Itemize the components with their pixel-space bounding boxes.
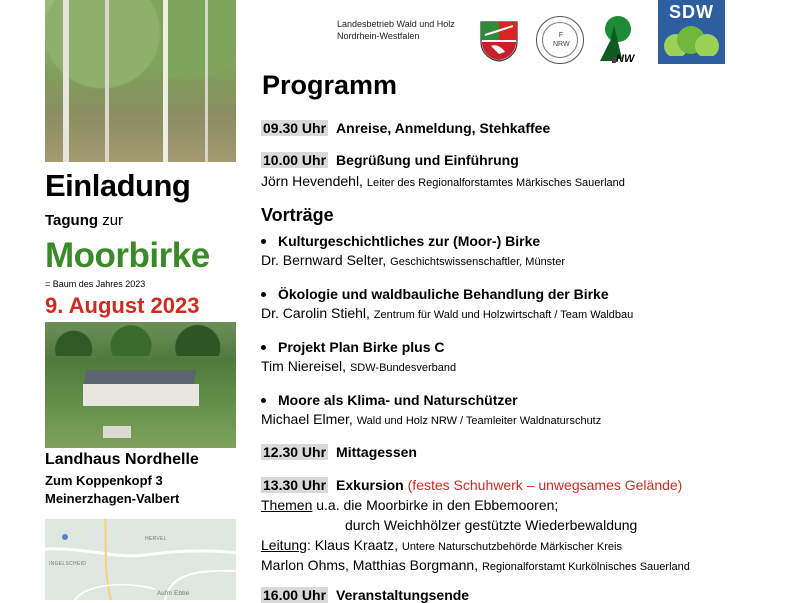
talk-title-4: [261, 392, 518, 408]
speaker-name: Dr. Bernward Selter,: [261, 252, 387, 268]
treeline: [45, 322, 236, 356]
time-label: 10.00 Uhr: [263, 152, 327, 168]
item-title: Mittagessen: [336, 444, 417, 460]
forstverein-nrw-seal-logo: [536, 16, 584, 64]
talk-title-text: Moore als Klima- und Naturschützer: [278, 392, 518, 408]
tree-name: Moorbirke: [45, 236, 210, 275]
conference-label: Tagung: [45, 212, 99, 229]
welcome-speaker: [261, 173, 625, 189]
bullet-dot: [261, 345, 266, 350]
building-facade: [83, 384, 199, 406]
item-title: Exkursion: [336, 477, 404, 493]
conference-subline: [45, 212, 123, 229]
bullet-dot: [261, 398, 266, 403]
speaker-role: Zentrum für Wald und Holzwirtschaft / Team Waldbau: [373, 309, 634, 321]
program-item-excursion: [261, 477, 682, 493]
speaker-name: Michael Elmer,: [261, 411, 353, 427]
excursion-themes-2: durch Weichhölzer gestützte Wiederbewaldung: [345, 517, 638, 533]
themes-label: Themen: [261, 497, 313, 513]
talk-title-3: [261, 339, 445, 355]
excursion-note: (festes Schuhwerk – unwegsames Gelände): [407, 477, 683, 493]
tree-of-year-note: = Baum des Jahres 2023: [45, 279, 146, 289]
talk-speaker-1: [261, 252, 565, 268]
time-label: 16.00 Uhr: [263, 587, 327, 603]
talk-title-text: Ökologie und waldbauliche Behandlung der Birke: [278, 286, 609, 302]
item-title: Begrüßung und Einführung: [336, 152, 519, 168]
wald-und-holz-line2: Nordrhein-Westfalen: [337, 31, 420, 41]
item-title: Veranstaltungsende: [336, 587, 470, 603]
themes-text-1: u.a. die Moorbirke in den Ebbemooren;: [316, 497, 559, 513]
location-map: [45, 519, 236, 600]
program-item-welcome: [261, 152, 519, 168]
talk-title-1: [261, 233, 540, 249]
time-label: 09.30 Uhr: [263, 120, 327, 136]
speaker-role: Leiter des Regionalforstamtes Märkisches Sauerland: [366, 177, 625, 189]
program-item-lunch: [261, 444, 417, 460]
sdw-label: SDW: [669, 2, 714, 22]
map-roads: [45, 519, 236, 600]
venue-street: Zum Koppenkopf 3: [45, 473, 163, 488]
lead-label: Leitung: [261, 537, 307, 553]
bullet-dot: [261, 292, 266, 297]
map-label-ebbe: Aufm Ebbe: [157, 591, 190, 597]
talk-title-text: Kulturgeschichtliches zur (Moor-) Birke: [278, 233, 541, 249]
anw-label: NW: [616, 53, 635, 65]
talks-heading: Vorträge: [261, 205, 334, 225]
lead2-names: Marlon Ohms, Matthias Borgmann,: [261, 557, 479, 573]
excursion-themes: [261, 497, 558, 513]
bullet-dot: [261, 239, 266, 244]
program-item-end: [261, 587, 469, 603]
nrw-coat-of-arms-logo: [479, 20, 519, 62]
event-date: 9. August 2023: [45, 293, 200, 318]
lead-name: : Klaus Kraatz,: [306, 537, 398, 553]
speaker-role: Geschichtswissenschaftler, Münster: [390, 256, 566, 268]
conference-label-rest: zur: [102, 212, 124, 229]
talk-title-text: Projekt Plan Birke plus C: [278, 339, 445, 355]
excursion-lead: [261, 537, 622, 553]
program-item-arrival: [261, 120, 550, 136]
map-label-ingelscheid: INGELSCHEID: [49, 561, 87, 567]
lead-role: Untere Naturschutzbehörde Märkischer Kreis: [401, 541, 622, 553]
outbuilding: [103, 426, 131, 438]
item-title: Anreise, Anmeldung, Stehkaffee: [336, 120, 551, 136]
speaker-name: Dr. Carolin Stiehl,: [261, 305, 370, 321]
speaker-name: Jörn Hevendehl,: [261, 173, 363, 189]
program-title: Programm: [262, 70, 398, 100]
venue-city: Meinerzhagen-Valbert: [45, 491, 180, 506]
time-label: 13.30 Uhr: [263, 477, 327, 493]
seal-center: [553, 31, 569, 51]
talk-title-2: [261, 286, 609, 302]
wald-und-holz-line1: Landesbetrieb Wald und Holz: [337, 19, 455, 29]
venue-aerial-photo: [45, 322, 236, 448]
seal-letter: F: [558, 32, 564, 39]
speaker-role: SDW-Bundesverband: [349, 362, 457, 374]
talk-speaker-4: [261, 411, 601, 427]
talk-speaker-3: [261, 358, 456, 374]
building-roof: [84, 370, 196, 384]
lead2-role: Regionalforstamt Kurkölnisches Sauerland: [481, 561, 690, 573]
birch-forest-photo: [45, 0, 236, 162]
talk-speaker-2: [261, 305, 633, 321]
seal-region: NRW: [553, 41, 570, 48]
anw-tree-logo: [592, 15, 640, 67]
wald-und-holz-text: [337, 18, 455, 42]
excursion-lead-2: [261, 557, 690, 573]
sdw-logo: [658, 0, 725, 64]
speaker-role: Wald und Holz NRW / Teamleiter Waldnaturschutz: [356, 415, 602, 427]
invitation-title: Einladung: [45, 168, 191, 203]
time-label: 12.30 Uhr: [263, 444, 327, 460]
map-label-hervel: HERVEL: [145, 536, 167, 542]
sdw-trees-icon: [658, 0, 725, 64]
speaker-name: Tim Niereisel,: [261, 358, 347, 374]
venue-name: Landhaus Nordhelle: [45, 451, 199, 468]
